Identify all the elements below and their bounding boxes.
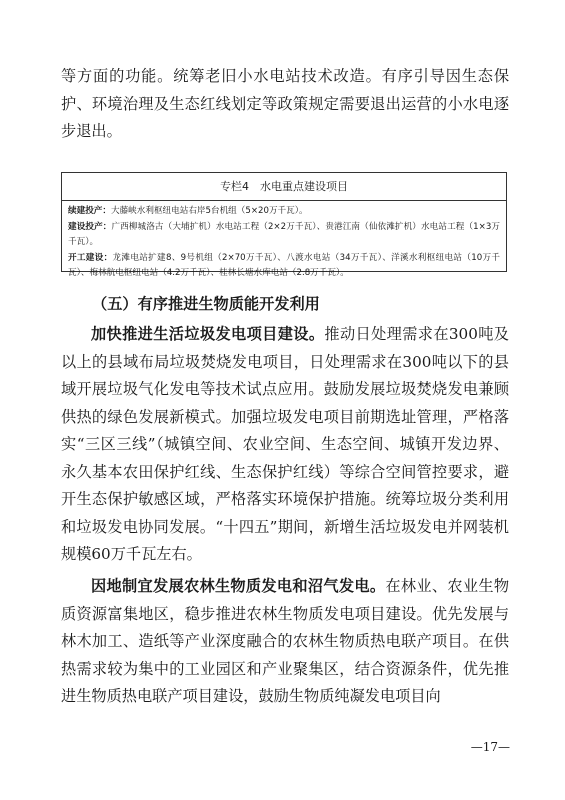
box-item-label: 续建投产：: [68, 206, 111, 216]
box-divider: [62, 200, 506, 201]
intro-paragraph: 等方面的功能。统筹老旧小水电站技术改造。有序引导因生态保护、环境治理及生态红线划定等政策规定需要退出运营的小水电逐步退出。: [61, 67, 509, 140]
box-item-start: [68, 251, 500, 282]
paragraph-lead: 因地制宜发展农林生物质发电和沼气发电。: [91, 577, 386, 595]
box-item-label: 开工建设：: [68, 252, 113, 263]
box-body: [68, 204, 500, 282]
box-item-text: 大藤峡水利枢纽电站右岸5台机组（5×20万千瓦）。: [110, 206, 308, 216]
box-item-text: 广西柳城洛古（大埔扩机）水电站工程（2×2万千瓦）、贵港江南（仙依滩扩机）水电站工程（1×3万千瓦）。: [68, 221, 500, 247]
box-item-text: 龙滩电站扩建8、9号机组（2×70万千瓦）、八渡水电站（34万千瓦）、洋溪水利枢纽电站（10万千瓦）、梅林航电枢纽电站（4.2万千瓦）、桂林长塘水库电站（2.8万千瓦）。: [68, 252, 500, 278]
biomass-paragraph: [61, 573, 509, 711]
box-item-build: [68, 220, 500, 251]
garbage-power-paragraph: [61, 321, 509, 569]
paragraph-text: 推动日处理需求在300吨及以上的县域布局垃圾焚烧发电项目，日处理需求在300吨以下的县域开展垃圾气化发电等技术试点应用。鼓励发展垃圾焚烧发电兼顾供热的绿色发展新模式。加强垃圾发电项目前期选址管理，严格落实“三区三线”（城镇空间、农业空间、生态空间、城镇开发边界、永久基本农田保护红线、生态保护红线）等综合空间管控要求，避开生态保护敏感区域，严格落实环境保护措施。统筹垃圾分类利用和垃圾发电协同发展。“十四五”期间，新增生活垃圾发电并网装机规模60万千瓦左右。: [61, 325, 509, 563]
paragraph-text: 在林业、农业生物质资源富集地区，稳步推进农林生物质发电项目建设。优先发展与林木加工、造纸等产业深度融合的农林生物质热电联产项目。在供热需求较为集中的工业园区和产业聚集区，结合资源条件，优先推进生物质热电联产项目建设，鼓励生物质纯凝发电项目向: [61, 577, 510, 705]
project-box: [61, 172, 507, 278]
box-item-continue: [68, 204, 500, 220]
section-heading: （五）有序推进生物质能开发利用: [92, 295, 320, 313]
page-number: —17—: [470, 740, 510, 754]
box-title: 专栏4 水电重点建设项目: [220, 180, 348, 193]
box-item-label: 建设投产：: [68, 221, 112, 232]
paragraph-lead: 加快推进生活垃圾发电项目建设。: [91, 325, 325, 343]
